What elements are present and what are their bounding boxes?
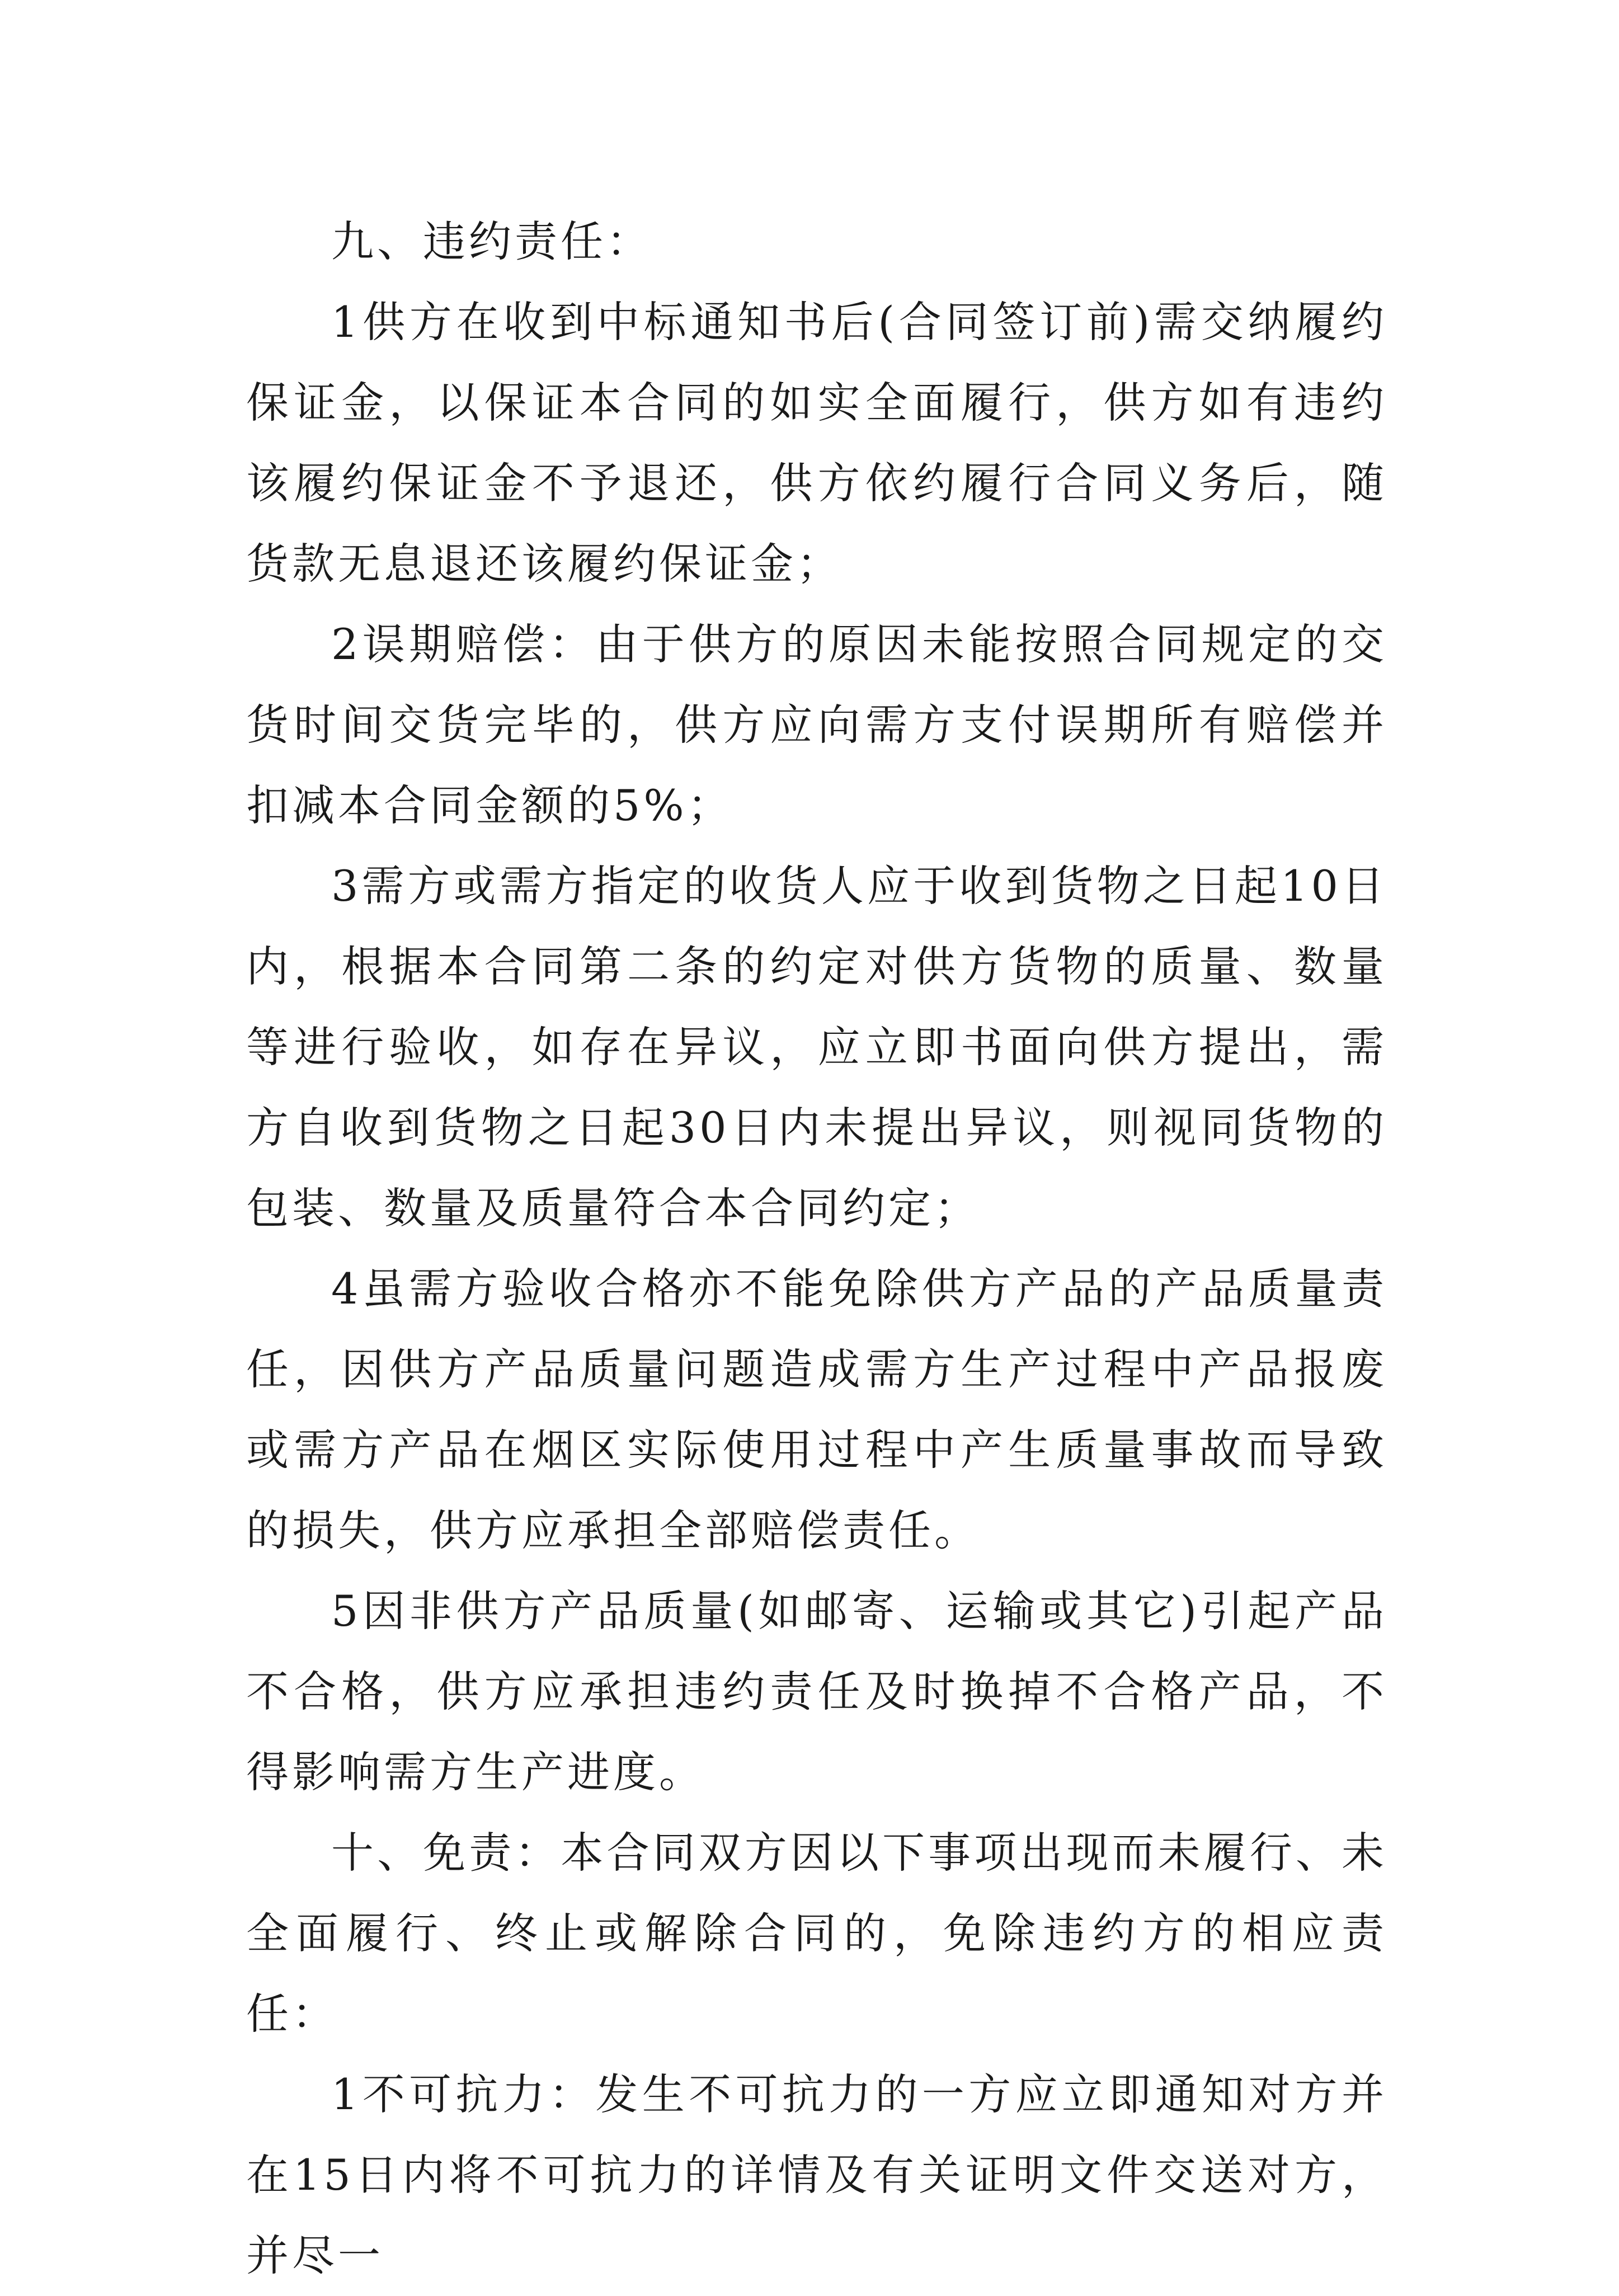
paragraph-delay-compensation: 2误期赔偿：由于供方的原因未能按照合同规定的交货时间交货完毕的，供方应向需方支付误期所有赔偿并扣减本合同金额的5%； [246, 619, 1387, 830]
paragraph-performance-bond: 1供方在收到中标通知书后(合同签订前)需交纳履约保证金，以保证本合同的如实全面履行，供方如有违约该履约保证金不予退还，供方依约履行合同义务后，随货款无息退还该履约保证金； [246, 297, 1387, 589]
paragraph-force-majeure: 1不可抗力：发生不可抗力的一方应立即通知对方并在15日内将不可抗力的详情及有关证明文件交送对方，并尽一 [246, 2069, 1387, 2280]
document-body [246, 201, 1387, 2296]
section-heading-breach-liability: 九、违约责任： [331, 217, 652, 266]
paragraph-nonconforming-goods: 5因非供方产品质量(如邮寄、运输或其它)引起产品不合格，供方应承担违约责任及时换掉不合格产品，不得影响需方生产进度。 [246, 1586, 1387, 1797]
paragraph-inspection: 3需方或需方指定的收货人应于收到货物之日起10日内，根据本合同第二条的约定对供方货物的质量、数量等进行验收，如存在异议，应立即书面向供方提出，需方自收到货物之日起30日内未提出异议，则视同货物的包装、数量及质量符合本合同约定； [246, 861, 1387, 1233]
paragraph-quality-liability: 4虽需方验收合格亦不能免除供方产品的产品质量责任，因供方产品质量问题造成需方生产过程中产品报废或需方产品在烟区实际使用过程中产生质量事故而导致的损失，供方应承担全部赔偿责任。 [246, 1264, 1387, 1555]
section-heading-exemption: 十、免责：本合同双方因以下事项出现而未履行、未全面履行、终止或解除合同的，免除违约方的相应责任： [246, 1828, 1387, 2039]
